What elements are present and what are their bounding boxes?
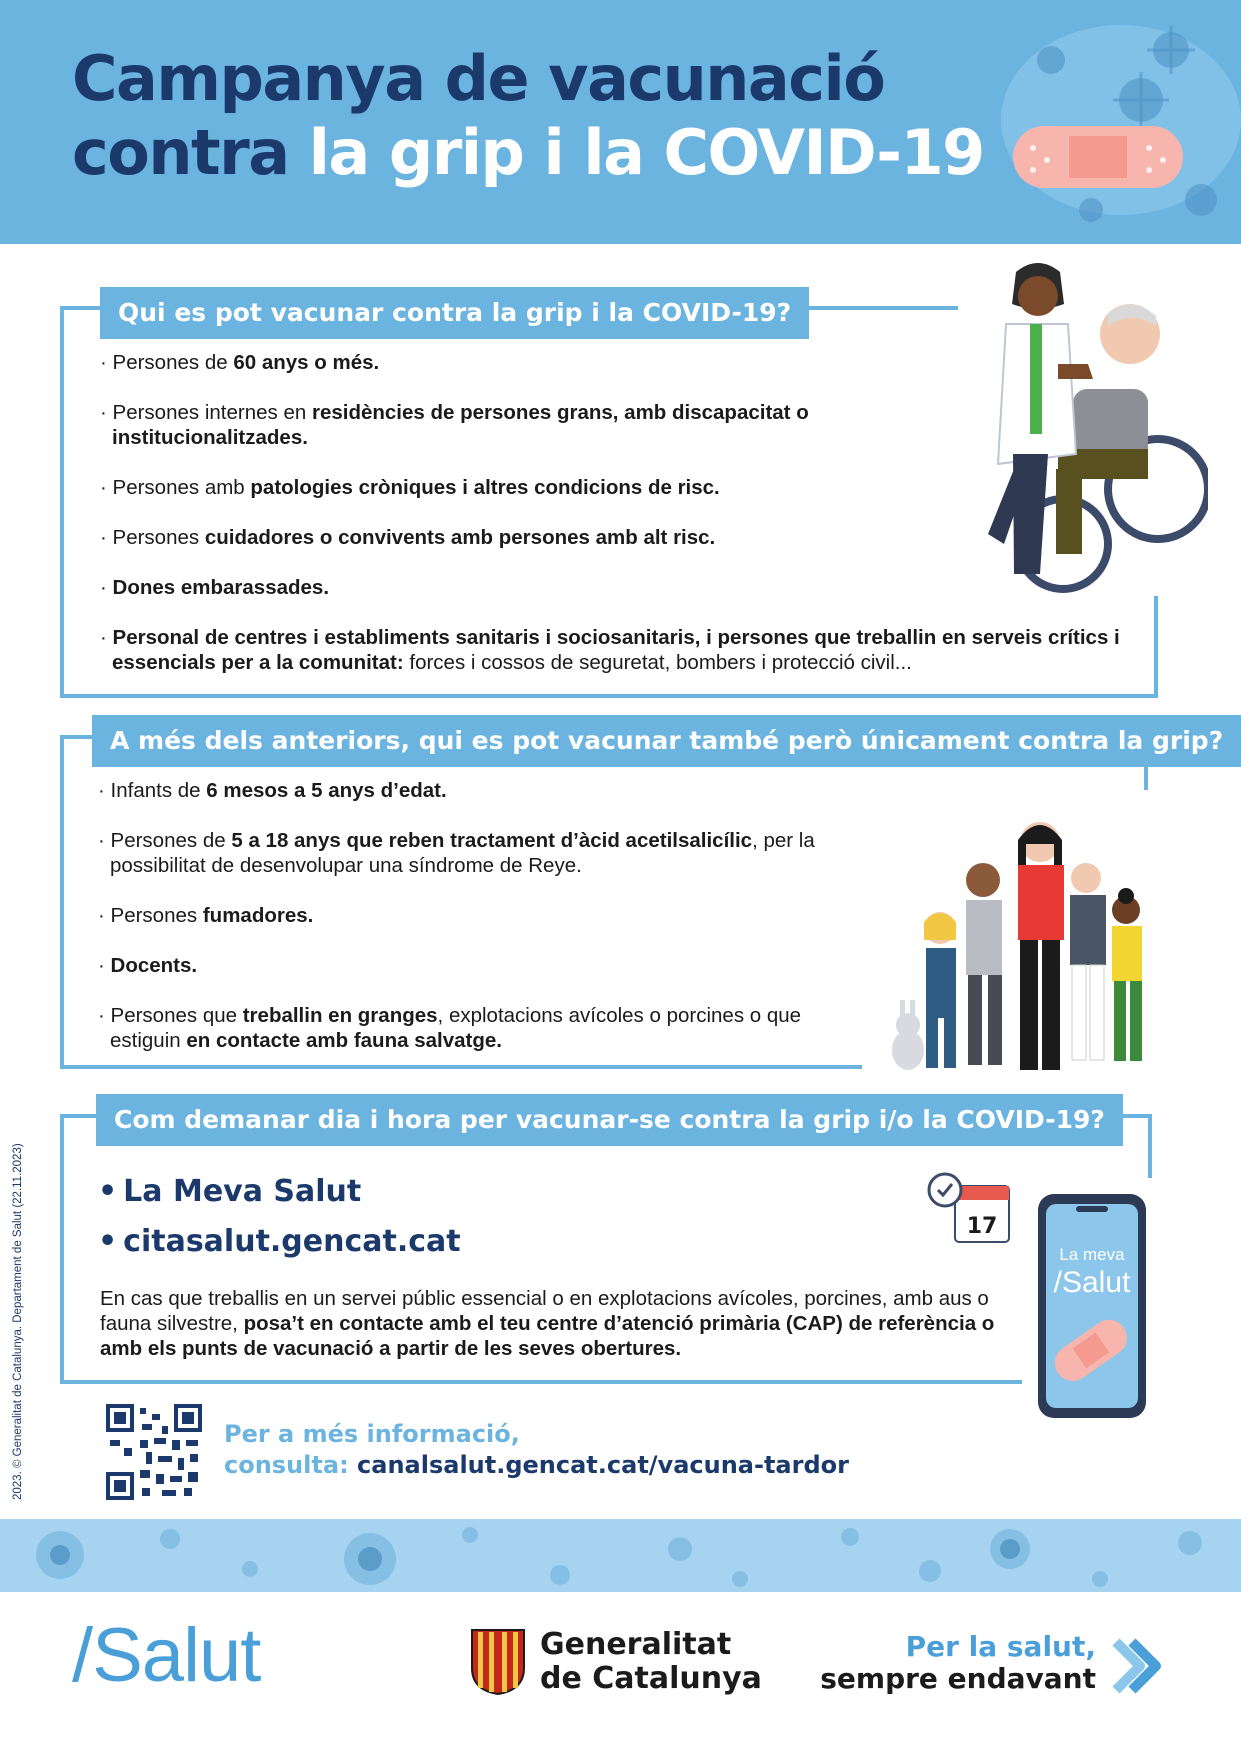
title-line-2 [72, 116, 984, 190]
section3-paragraph: En cas que treballis en un servei públic essencial o en explotacions avícoles, porcines, amb aus o fauna silvestre, posa’t en contacte amb el teu centre d’atenció primària (CAP) de referència o amb els punts de vacunació a partir de les seves obertures. [100, 1287, 995, 1360]
list-item: · Persones de 60 anys o més. [100, 351, 380, 374]
section2-heading: A més dels anteriors, qui es pot vacunar també però únicament contra la grip? [92, 715, 1241, 767]
virus-band [0, 1519, 1241, 1592]
la-meva-salut-label: La Meva Salut [123, 1174, 362, 1209]
section3-heading: Com demanar dia i hora per vacunar-se contra la grip i/o la COVID-19? [96, 1094, 1123, 1146]
title-light-part: la grip i la COVID-19 [308, 116, 984, 189]
virus-pattern-icon [0, 1519, 1241, 1592]
slogan-line-2: sempre endavant [820, 1662, 1096, 1695]
list-item: · Infants de 6 mesos a 5 anys d’edat. [98, 779, 447, 802]
chevron-right-icon [1110, 1636, 1166, 1696]
info-url-link[interactable]: canalsalut.gencat.cat/vacuna-tardor [357, 1451, 849, 1479]
list-item: · Persones cuidadores o convivents amb persones amb alt risc. [100, 526, 716, 549]
qr-code-icon[interactable] [106, 1404, 202, 1500]
list-item: · Docents. [98, 954, 198, 977]
list-item: · Persones internes en residències de persones grans, amb discapacitat o institucionalitzades. [100, 401, 809, 449]
calendar-clock-icon [925, 1168, 1015, 1254]
section2-list [98, 778, 868, 1078]
citasalut-link[interactable]: • citasalut.gencat.cat [98, 1224, 461, 1259]
section1-heading: Qui es pot vacunar contra la grip i la COVID-19? [100, 287, 809, 339]
family-illustration [868, 800, 1168, 1090]
section3-right-border [1148, 1114, 1152, 1178]
list-item: · Personal de centres i establiments sanitaris i sociosanitaris, i persones que treballin en serveis crítics i essencials per a la comunitat: forces i cossos de seguretat, bombers i protecció civil... [100, 626, 1120, 674]
list-item: · Dones embarassades. [100, 576, 330, 599]
nurse-wheelchair-illustration [968, 254, 1208, 594]
page-title [72, 42, 984, 190]
phone-la-meva-salut-icon [1036, 1192, 1148, 1420]
info-line-1: Per a més informació, [224, 1420, 520, 1448]
salut-logo: /Salut [72, 1613, 261, 1698]
generalitat-shield-icon [470, 1628, 526, 1696]
slogan [800, 1631, 1096, 1695]
title-line-1: Campanya de vacunació [72, 42, 885, 115]
title-dark-part: contra [72, 116, 289, 189]
copyright-text: 2023. © Generalitat de Catalunya. Departament de Salut (22.11.2023) [12, 1143, 24, 1500]
list-item: · Persones amb patologies cròniques i altres condicions de risc. [100, 476, 720, 499]
bandage-icon [1013, 126, 1183, 188]
citasalut-label: citasalut.gencat.cat [123, 1224, 461, 1259]
header-banner [0, 0, 1241, 244]
slogan-line-1: Per la salut, [905, 1630, 1096, 1663]
la-meva-salut-link[interactable]: • La Meva Salut [98, 1174, 362, 1209]
phone-line-1: La meva [1059, 1245, 1125, 1264]
gen-line-2: de Catalunya [540, 1661, 762, 1696]
phone-line-2: /Salut [1053, 1266, 1131, 1299]
virus-decoration-icon [961, 0, 1241, 244]
list-item: · Persones fumadores. [98, 904, 314, 927]
list-item: · Persones de 5 a 18 anys que reben tractament d’àcid acetilsalicílic, per la possibilitat de desenvolupar una síndrome de Reye. [98, 829, 815, 877]
more-info [224, 1419, 849, 1481]
gen-line-1: Generalitat [540, 1627, 732, 1662]
list-item: · Persones que treballin en granges, explotacions avícoles o porcines o que estiguin en contacte amb fauna salvatge. [98, 1004, 802, 1052]
calendar-day: 17 [966, 1214, 998, 1239]
generalitat-logo-text [540, 1628, 762, 1696]
info-consulta: consulta: [224, 1451, 349, 1479]
